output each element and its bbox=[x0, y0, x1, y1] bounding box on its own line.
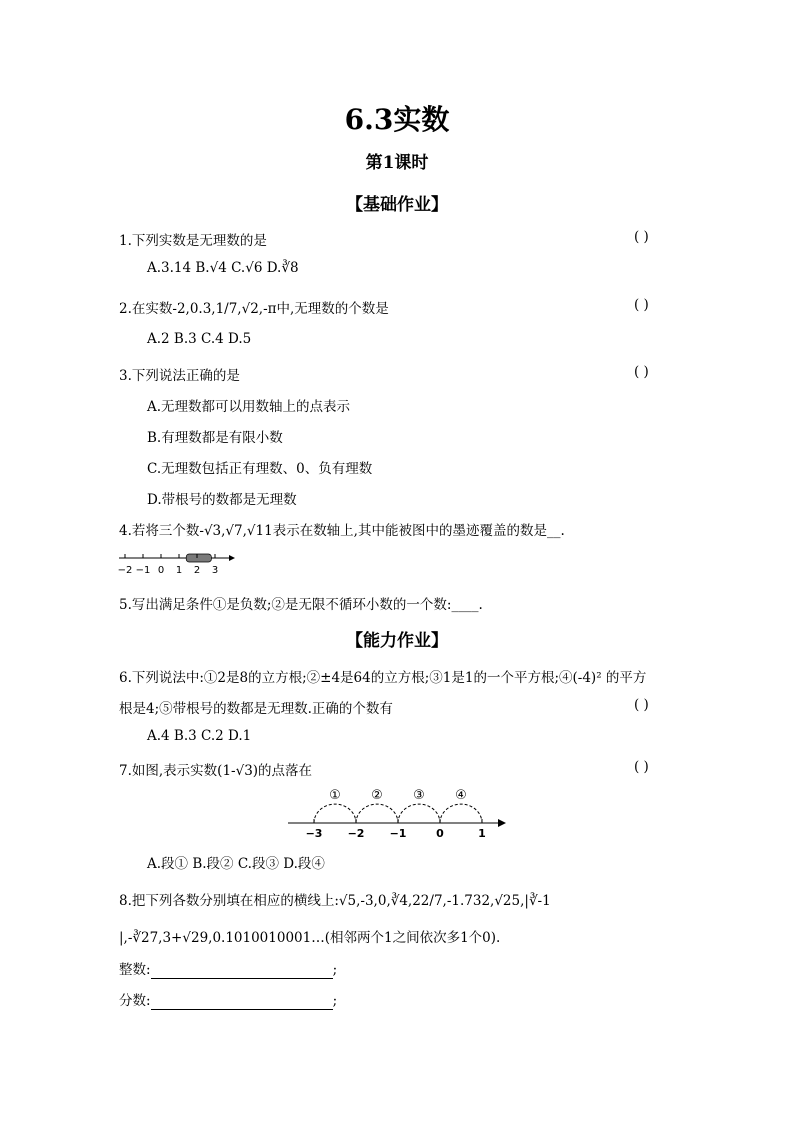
question-3-stem: 3.下列说法正确的是 bbox=[119, 368, 240, 384]
page-subtitle: 第1课时 bbox=[365, 153, 429, 173]
question-8-line-1: 8.把下列各数分别填在相应的横线上:√5,-3,0,∛4,22/7,-1.732,√25,|∛-1 bbox=[119, 893, 551, 909]
section-ability-heading: 【能力作业】 bbox=[346, 631, 448, 651]
question-6-answer-paren: ( ) bbox=[634, 697, 649, 713]
ink-blot bbox=[186, 554, 211, 562]
tick-label: 0 bbox=[436, 827, 444, 840]
question-7-stem: 7.如图,表示实数(1-√3)的点落在 bbox=[119, 763, 313, 779]
segment-arc bbox=[440, 804, 482, 823]
question-3-option-b: B.有理数都是有限小数 bbox=[147, 430, 283, 446]
axis-arrow-icon bbox=[229, 555, 235, 561]
tick-label: −3 bbox=[305, 827, 323, 840]
integer-answer-blank[interactable] bbox=[151, 962, 333, 979]
question-3-option-a: A.无理数都可以用数轴上的点表示 bbox=[147, 399, 351, 415]
question-3-option-d: D.带根号的数都是无理数 bbox=[147, 492, 297, 508]
question-3-option-c: C.无理数包括正有理数、0、负有理数 bbox=[147, 461, 373, 477]
question-2-answer-paren: ( ) bbox=[634, 297, 649, 313]
question-4-number-line bbox=[115, 548, 245, 576]
segment-arc bbox=[356, 804, 398, 823]
integer-answer-row bbox=[119, 958, 337, 979]
section-basic-heading: 【基础作业】 bbox=[346, 195, 448, 215]
question-6-options: A.4 B.3 C.2 D.1 bbox=[147, 728, 252, 744]
tick-label: 3 bbox=[211, 565, 219, 576]
tick-label: 1 bbox=[478, 827, 486, 840]
tick-label: −1 bbox=[135, 565, 151, 576]
segment-label: ③ bbox=[413, 788, 425, 803]
question-2-options: A.2 B.3 C.4 D.5 bbox=[147, 331, 252, 347]
question-1-answer-paren: ( ) bbox=[634, 229, 649, 245]
question-3-answer-paren: ( ) bbox=[634, 364, 649, 380]
tick-label: 1 bbox=[175, 565, 183, 576]
fraction-label: 分数: bbox=[119, 993, 151, 1009]
segment-arc bbox=[398, 804, 440, 823]
question-1-options: A.3.14 B.√4 C.√6 D.∛8 bbox=[147, 260, 299, 276]
tick-label: −1 bbox=[389, 827, 407, 840]
fraction-row-end: ; bbox=[332, 993, 338, 1009]
question-6-line-1: 6.下列说法中:①2是8的立方根;②±4是64的立方根;③1是1的一个平方根;④(-4)² 的平方 bbox=[119, 670, 647, 686]
question-4-stem: 4.若将三个数-√3,√7,√11表示在数轴上,其中能被图中的墨迹覆盖的数是__. bbox=[119, 523, 565, 539]
question-2-stem: 2.在实数-2,0.3,1/7,√2,-π中,无理数的个数是 bbox=[119, 301, 389, 317]
integer-label: 整数: bbox=[119, 962, 151, 978]
tick-label: −2 bbox=[347, 827, 365, 840]
fraction-answer-row bbox=[119, 989, 337, 1010]
question-7-options: A.段① B.段② C.段③ D.段④ bbox=[147, 856, 325, 872]
integer-row-end: ; bbox=[332, 962, 338, 978]
question-5-stem: 5.写出满足条件①是负数;②是无限不循环小数的一个数:____. bbox=[119, 597, 483, 613]
tick-label: 2 bbox=[193, 565, 201, 576]
tick-label: −2 bbox=[117, 565, 133, 576]
question-1-stem: 1.下列实数是无理数的是 bbox=[119, 233, 267, 249]
fraction-answer-blank[interactable] bbox=[151, 993, 333, 1010]
segment-label: ① bbox=[329, 788, 341, 803]
question-6-line-2: 根是4;⑤带根号的数都是无理数.正确的个数有 bbox=[119, 701, 393, 717]
question-7-number-line bbox=[286, 784, 510, 844]
page-title: 6.3实数 bbox=[344, 103, 450, 136]
segment-label: ④ bbox=[455, 788, 467, 803]
question-7-answer-paren: ( ) bbox=[634, 759, 649, 775]
segment-arc bbox=[314, 804, 356, 823]
question-8-line-2: |,-∛27,3+√29,0.1010010001…(相邻两个1之间依次多1个0). bbox=[119, 930, 501, 946]
tick-label: 0 bbox=[157, 565, 165, 576]
axis-arrow-icon bbox=[498, 819, 506, 827]
segment-label: ② bbox=[371, 788, 383, 803]
